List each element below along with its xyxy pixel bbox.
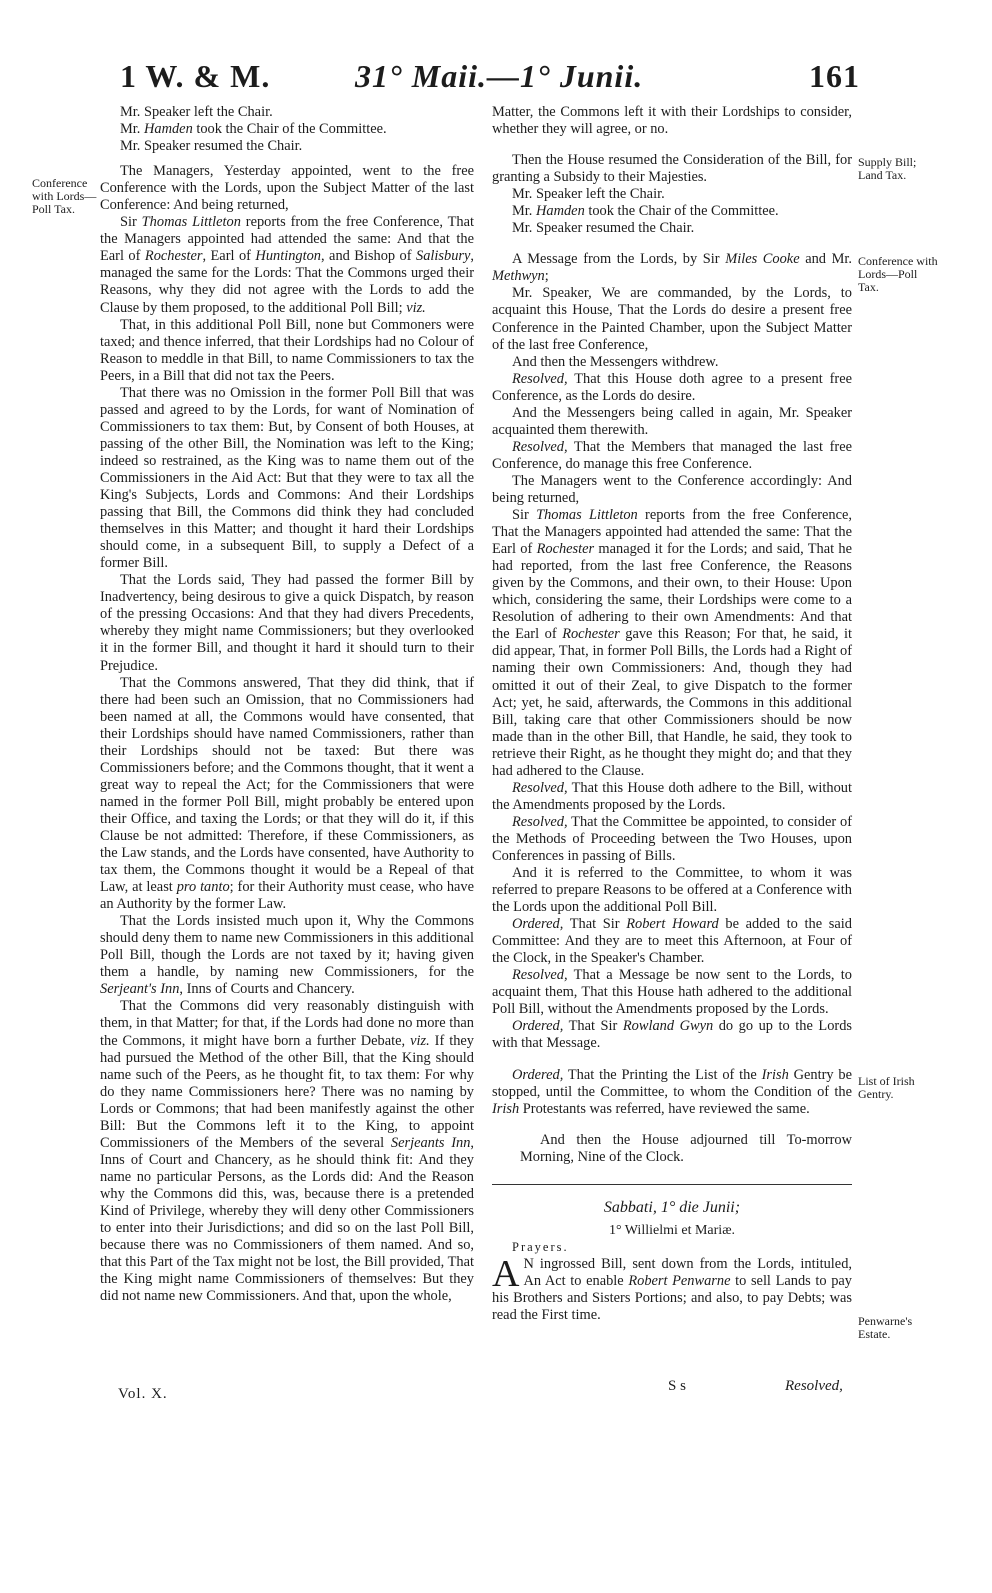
- paragraph: A N ingrossed Bill, sent down from the Lords, intituled, An Act to enable Robert Penwarne to sell Lands to pay his Brothers and Sisters Portions; and also, to pay Debts; was read the First time.: [492, 1252, 852, 1324]
- regnal-subheading: 1° Willielmi et Mariæ.: [608, 1222, 736, 1238]
- paragraph: That the Lords said, They had passed the former Bill by Inadvertency, being desirous to give a quick Dispatch, by reason of the pressing Occasions: And that they had divers Precedents, whereby they might name Commissioners; but they overlooked it in the former Bill, and thought it hard it should turn to their Prejudice.: [100, 572, 474, 674]
- drop-cap: A: [492, 1252, 520, 1295]
- paragraph: That the Lords insisted much upon it, Why the Commons should deny them to name new Commissioners in this additional Poll Bill, though the Lords are not taxed by it; having given them a handle, by naming new Commissioners, for the Serjeant's Inn, Inns of Courts and Chancery.: [100, 913, 474, 998]
- paragraph: Sir Thomas Littleton reports from the free Conference, That the Managers appointed had attended the same: And that the Earl of Rochester, Earl of Huntington, and Bishop of Salisbury, managed the same for the Lords: That the Commons urged their Reasons, why they did not agree with the Lords to add the Clause by them proposed, to the additional Poll Bill; viz.: [100, 214, 474, 316]
- chair-entry: Mr. Speaker left the Chair.: [512, 186, 665, 203]
- paragraph: Ordered, That Sir Rowland Gwyn do go up to the Lords with that Message.: [492, 1018, 852, 1052]
- margin-note-irish-gentry: List of Irish Gentry.: [858, 1074, 915, 1101]
- margin-note-supply-bill: Supply Bill; Land Tax.: [858, 155, 917, 182]
- margin-note-conference: Conference with Lords—Poll Tax.: [32, 176, 97, 216]
- left-column: [100, 104, 474, 1305]
- header-regnal-year: 1 W. & M.: [120, 58, 271, 94]
- paragraph: Resolved, That this House doth agree to a present free Conference, as the Lords do desire.: [492, 370, 852, 404]
- paragraph: Sir Thomas Littleton reports from the free Conference, That the Managers appointed had attended the same: That the Earl of Rochester managed it for the Lords; and said, That he had reported, from the last free Conference, the Reasons given by the Commons, and their own, to their House: Upon which, considering the same, their Lordships were come to a Resolution of adhering to their own Amendments: And that the Earl of Rochester gave this Reason; For that, he said, it did appear, That, in former Poll Bills, the Lords had a Right of naming their own Commissioners: And, though they had omitted it out of their Zeal, to give Dispatch to the former Act; yet, he said, afterwards, the Commons in this additional Bill, taking care that other Commissioners should be now made than in the other Bill, that Handle, he said, they took to retrieve their Right, as he thought they might do; and that they had adhered to the Clause.: [492, 507, 853, 779]
- paragraph: That there was no Omission in the former Poll Bill that was passed and agreed to by the Lords, for want of Nomination of Commissioners to tax them: But, by Consent of both Houses, at passing of the other Bill, the Nomination was left to the King; indeed so restrained, as the King was to name them out of the Commissioners in the Aid Act: But that they were to tax all the King's Subjects, Lords and Commons: And their Lordships passing that Bill, the Commons did think they had concluded themselves in this Matter; and thought it hard their Lordships should come, in a subsequent Bill, to supply a Defect of a former Bill.: [100, 384, 474, 572]
- paragraph: Resolved, That the Members that managed the last free Conference, do manage this free Conference.: [492, 438, 852, 472]
- paragraph: And the Messengers being called in again, Mr. Speaker acquainted them therewith.: [492, 404, 852, 438]
- signature-mark: S s: [668, 1378, 686, 1394]
- chair-entry: Mr. Speaker resumed the Chair.: [120, 138, 303, 155]
- section-rule: [492, 1184, 852, 1185]
- paragraph: That the Commons did very reasonably distinguish with them, in that Matter; for that, if the Lords had done no more than the Commons, it might have born a further Debate, viz. If they had pursued the Method of the other Bill, that the King should name such of the Peers, as he thought fit, to tax them: For why do they name Commissioners here? There was no naming by Lords or Commons; that had been manifestly against the other Bill: But the Commons left it to the King, to appoint Commissioners of the Members of the several Serjeants Inn, Inns of Court and Chancery, as he should think fit: And they name no particular Persons, as the Lords did: And the Reason why the Commons did this, was, because there is a pretended Kind of Privilege, whereby they will deny other Commissioners to enter into their Jurisdictions; and did so on the last Poll Bill, because there was no Commissioners of them named. And so, that this Part of the Tax might not be lost, the Bill provided, That the King might name Commissioners of themselves: But they did not name new Commissioners. And that, upon the whole,: [100, 998, 475, 1305]
- chair-entry: Mr. Hamden took the Chair of the Committee.: [512, 203, 779, 220]
- chair-entry: Mr. Speaker left the Chair.: [120, 104, 273, 120]
- margin-note-conference-2: Conference with Lords—Poll Tax.: [858, 254, 938, 294]
- adjournment: And then the House adjourned till To-morrow Morning, Nine of the Clock.: [520, 1131, 852, 1165]
- paragraph: And it is referred to the Committee, to whom it was referred to prepare Reasons to be offered at a Conference with the Lords upon the additional Poll Bill.: [492, 865, 852, 916]
- right-column: [492, 104, 852, 1324]
- paragraph: That, in this additional Poll Bill, none but Commoners were taxed; and thence inferred, that their Lordships had no Colour of Reason to meddle in that Bill, to name Commissioners to tax the Peers, in a Bill that did not tax the Peers.: [100, 316, 474, 384]
- paragraph: Resolved, That the Committee be appointed, to consider of the Methods of Proceeding between the Two Houses, upon Conferences in passing of Bills.: [492, 813, 852, 864]
- paragraph: The Managers went to the Conference accordingly: And being returned,: [492, 472, 852, 506]
- page-number: 161: [809, 58, 860, 94]
- paragraph: That the Commons answered, That they did think, that if there had been such an Omission, that no Commissioners had been named at all, the Commons would have consented, that their Lordships should have named Commissioners, rather than their Lordships should not be taxed: But there was Commissioners before; and the Commons thought, that it went a great way to repeal the Act; for the Commissioners that were named in the former Poll Bill, might probably be entered upon their Office, and taxing the Lords; or that they will do it, if this Clause be not admitted: Therefore, if these Commissioners, as the Law stands, and the Lords have consented, have Authority to tax them, the Commons thought it would be a Repeal of that Law, at least pro tanto; for their Authority must cease, who have an Authority by the former Law.: [100, 674, 474, 913]
- paragraph: Matter, the Commons left it with their Lordships to consider, whether they will agree, or no.: [492, 104, 852, 138]
- paragraph: Resolved, That this House doth adhere to the Bill, without the Amendments proposed by the Lords.: [492, 779, 852, 813]
- paragraph: Resolved, That a Message be now sent to the Lords, to acquaint them, That this House hath adhered to the additional Poll Bill, without the Amendments proposed by the Lords.: [492, 967, 852, 1018]
- paragraph: The Managers, Yesterday appointed, went to the free Conference with the Lords, upon the Subject Matter of the last Conference: And being returned,: [100, 163, 474, 214]
- date-heading: Sabbati, 1° die Junii;: [603, 1198, 741, 1216]
- chair-entry: Mr. Hamden took the Chair of the Committee.: [120, 121, 387, 138]
- margin-note-penwarne: Penwarne's Estate.: [858, 1314, 913, 1341]
- paragraph: Ordered, That Sir Robert Howard be added to the said Committee: And they are to meet this Afternoon, at Four of the Clock, in the Speaker's Chamber.: [492, 916, 852, 967]
- prayers-heading: Prayers.: [512, 1239, 569, 1254]
- paragraph: A Message from the Lords, by Sir Miles Cooke and Mr. Methwyn;: [492, 251, 852, 285]
- chair-entry: Mr. Speaker resumed the Chair.: [512, 220, 695, 237]
- volume-label: Vol. X.: [118, 1386, 168, 1402]
- catchword: Resolved,: [785, 1378, 843, 1394]
- paragraph: Ordered, That the Printing the List of the Irish Gentry be stopped, until the Committee, to whom the Condition of the Irish Protestants was referred, have reviewed the same.: [492, 1066, 852, 1117]
- page-header: [120, 58, 860, 102]
- paragraph: Mr. Speaker, We are commanded, by the Lords, to acquaint this House, That the Lords do desire a present free Conference in the Painted Chamber, upon the Subject Matter of the last free Conference,: [492, 285, 852, 353]
- header-dates: 31° Maii.—1° Junii.: [355, 58, 644, 94]
- paragraph: And then the Messengers withdrew.: [512, 353, 719, 370]
- paragraph: Then the House resumed the Consideration of the Bill, for granting a Subsidy to their Majesties.: [492, 152, 852, 186]
